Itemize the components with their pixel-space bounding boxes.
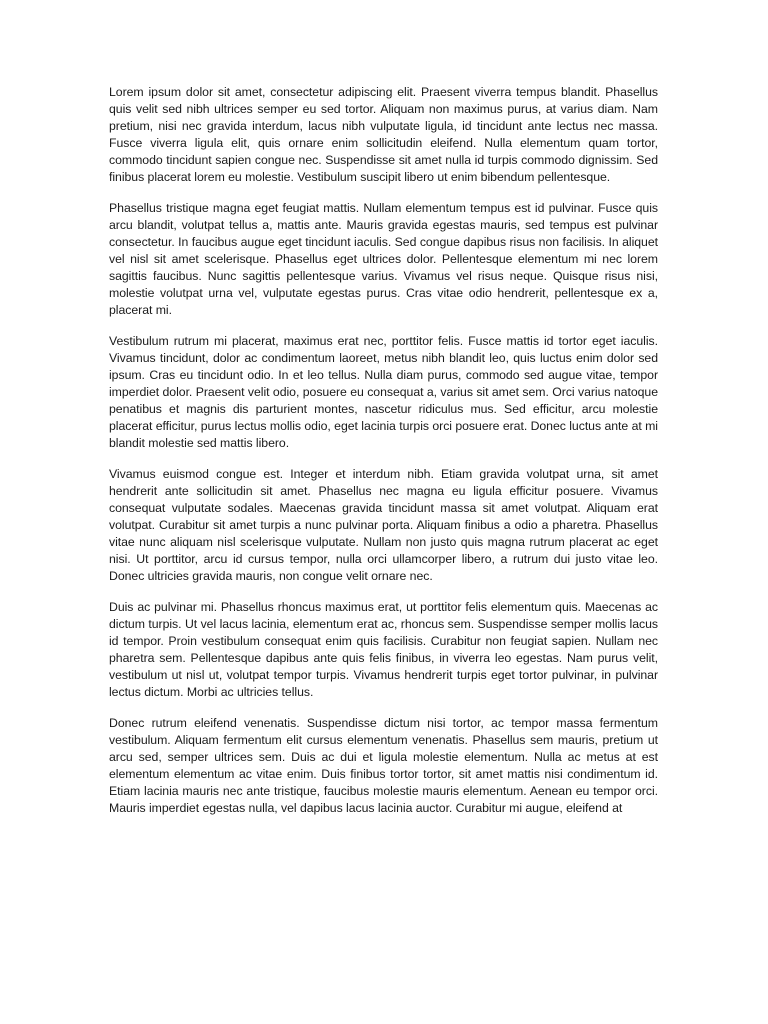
document-page [109, 84, 658, 831]
paragraph-2: Phasellus tristique magna eget feugiat mattis. Nullam elementum tempus est id pulvinar. Fusce quis arcu blandit, volutpat tellus a, mattis ante. Mauris gravida egestas mauris, sed tempus est pulvinar consectetur. In faucibus augue eget tincidunt iaculis. Sed congue dapibus risus non facilisis. In aliquet vel nisl sit amet scelerisque. Phasellus eget ultrices dolor. Pellentesque elementum mi nec lorem sagittis faucibus. Nunc sagittis pellentesque varius. Vivamus vel risus neque. Quisque risus nisi, molestie volutpat urna vel, vulputate egestas purus. Cras vitae odio hendrerit, pellentesque ex a, placerat mi. [109, 201, 658, 317]
paragraph-1: Lorem ipsum dolor sit amet, consectetur adipiscing elit. Praesent viverra tempus blandit. Phasellus quis velit sed nibh ultrices semper eu sed tortor. Aliquam non maximus purus, at varius diam. Nam pretium, nisi nec gravida interdum, lacus nibh vulputate ligula, id tincidunt ante lectus nec massa. Fusce viverra ligula elit, quis ornare enim sollicitudin eleifend. Nulla elementum quam tortor, commodo tincidunt sapien congue nec. Suspendisse sit amet nulla id turpis commodo dignissim. Sed finibus placerat lorem eu molestie. Vestibulum suscipit libero ut enim bibendum pellentesque. [109, 85, 658, 184]
paragraph-3: Vestibulum rutrum mi placerat, maximus erat nec, porttitor felis. Fusce mattis id tortor eget iaculis. Vivamus tincidunt, dolor ac condimentum laoreet, metus nibh blandit leo, quis luctus enim dolor sed ipsum. Cras eu tincidunt odio. In et leo tellus. Nulla diam purus, commodo sed augue vitae, tempor imperdiet dolor. Praesent velit odio, posuere eu consequat a, varius sit amet sem. Orci varius natoque penatibus et magnis dis parturient montes, nascetur ridiculus mus. Sed efficitur, arcu molestie placerat efficitur, purus lectus mollis odio, eget lacinia turpis orci posuere erat. Donec luctus ante at mi blandit molestie sed mattis libero. [109, 334, 658, 450]
paragraph-5: Duis ac pulvinar mi. Phasellus rhoncus maximus erat, ut porttitor felis elementum quis. Maecenas ac dictum turpis. Ut vel lacus lacinia, elementum erat ac, rhoncus sem. Suspendisse semper mollis lacus id tempor. Proin vestibulum consequat enim quis facilisis. Curabitur non feugiat sapien. Nullam nec pharetra sem. Pellentesque dapibus ante quis felis finibus, in viverra leo egestas. Nam purus velit, vestibulum ut nisl ut, volutpat tempor turpis. Vivamus hendrerit turpis eget tortor pulvinar, in pulvinar lectus dictum. Morbi ac ultricies tellus. [109, 600, 658, 699]
paragraph-4: Vivamus euismod congue est. Integer et interdum nibh. Etiam gravida volutpat urna, sit amet hendrerit ante sollicitudin sit amet. Phasellus nec magna eu ligula efficitur posuere. Vivamus consequat vulputate sodales. Maecenas gravida tincidunt massa sit amet volutpat. Aliquam erat volutpat. Curabitur sit amet turpis a nunc pulvinar porta. Aliquam finibus a odio a pharetra. Phasellus vitae nunc aliquam nisl scelerisque vulputate. Nullam non justo quis magna rutrum placerat ac eget nisi. Ut porttitor, arcu id cursus tempor, nulla orci ullamcorper libero, a rutrum dui justo vitae leo. Donec ultricies gravida mauris, non congue velit ornare nec. [109, 467, 658, 583]
paragraph-6: Donec rutrum eleifend venenatis. Suspendisse dictum nisi tortor, ac tempor massa fermentum vestibulum. Aliquam fermentum elit cursus elementum venenatis. Phasellus sem mauris, pretium ut arcu sed, semper ultrices sem. Duis ac dui et ligula molestie elementum. Nulla ac metus at est elementum elementum ac vitae enim. Duis finibus tortor tortor, sit amet mattis nisi condimentum id. Etiam lacinia mauris nec ante tristique, faucibus molestie mauris elementum. Aenean eu tempor orci. Mauris imperdiet egestas nulla, vel dapibus lacus lacinia auctor. Curabitur mi augue, eleifend at [109, 716, 658, 815]
